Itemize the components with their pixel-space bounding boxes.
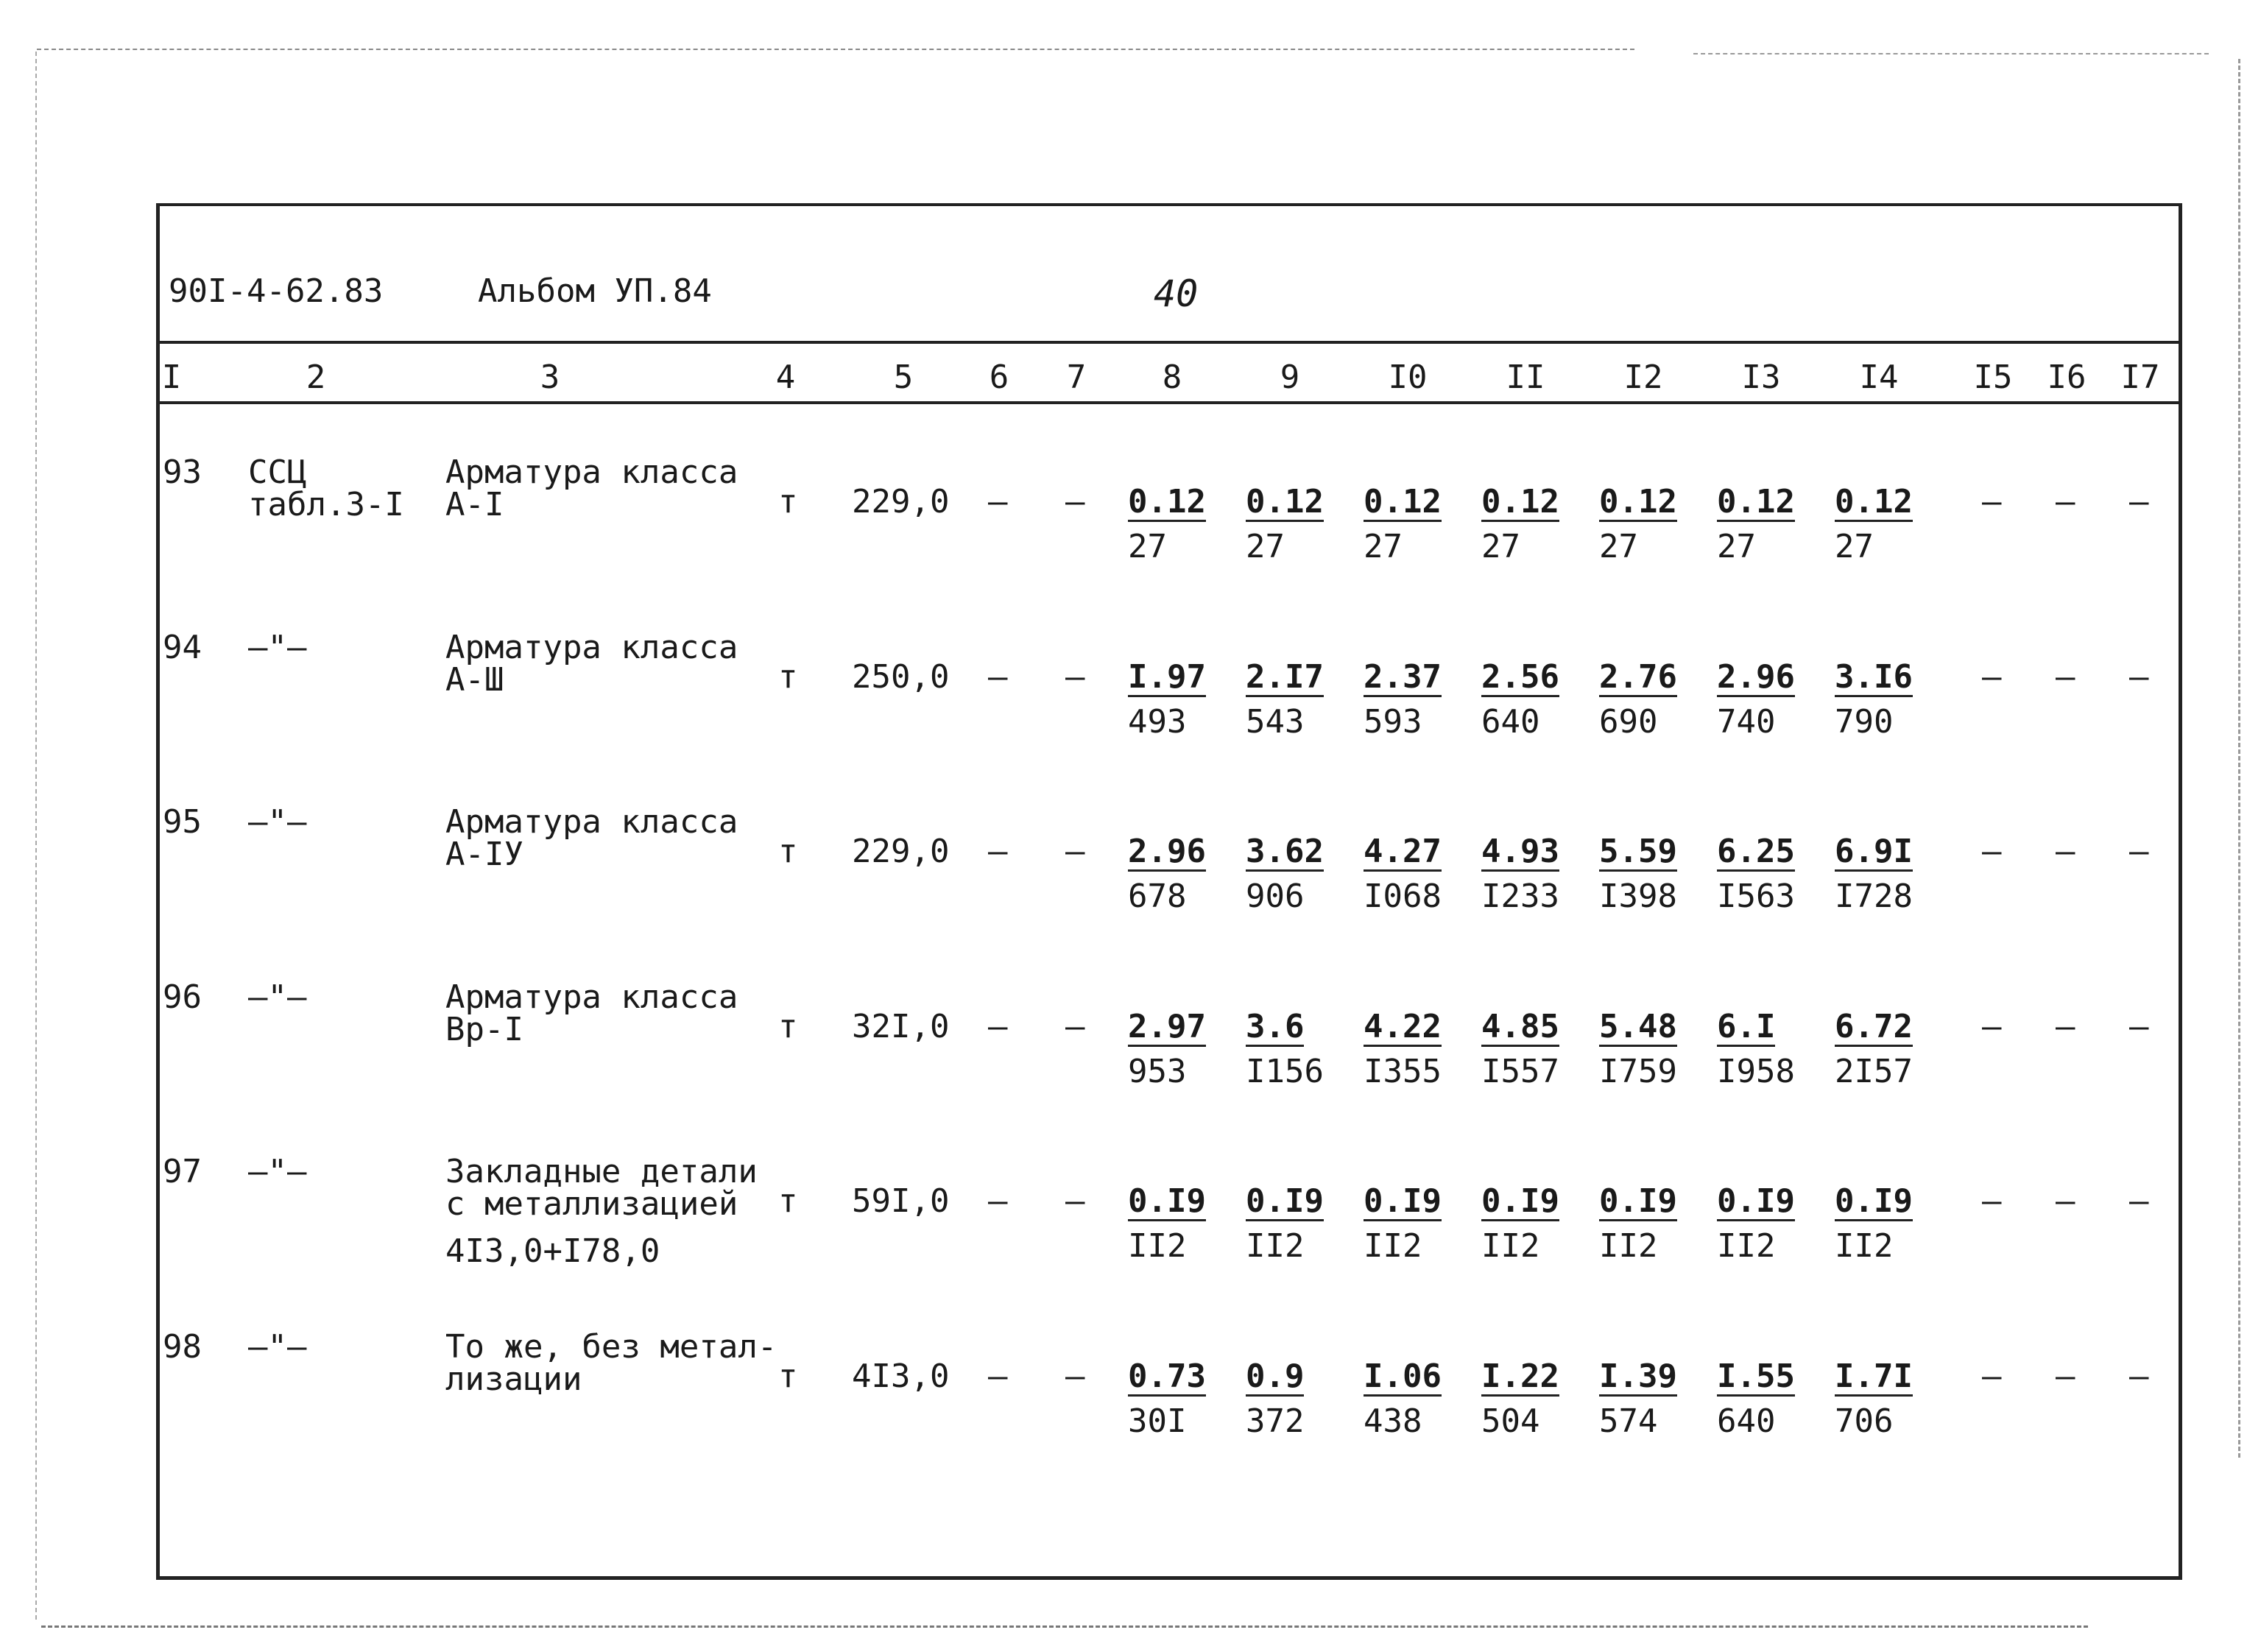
fraction-numerator: 4.93 [1481, 833, 1559, 870]
fraction-value [1246, 1008, 1324, 1090]
col-16-dash: – [2056, 1008, 2075, 1045]
col-6-dash: – [988, 1008, 1008, 1045]
fraction-value [1835, 658, 1913, 741]
price: 229,0 [852, 833, 950, 870]
col-17-dash: – [2129, 1182, 2149, 1220]
col-17-dash: – [2129, 658, 2149, 696]
fraction-value [1246, 1182, 1324, 1265]
fraction-denominator: II2 [1599, 1227, 1658, 1265]
col-15-dash: – [1982, 1358, 2002, 1395]
fraction-denominator: 640 [1481, 703, 1540, 741]
col-7-dash: – [1065, 1358, 1085, 1395]
fraction-value [1599, 1360, 1677, 1438]
fraction-value [1481, 833, 1559, 915]
fraction-denominator: I068 [1364, 878, 1442, 915]
col-16-dash: – [2056, 483, 2075, 520]
col-6-dash: – [988, 483, 1008, 520]
fraction-numerator: 6.72 [1835, 1008, 1913, 1045]
fraction-value [1364, 1008, 1442, 1090]
description: Арматура класса [445, 978, 738, 1016]
doc-number: 90I-4-62.83 [169, 272, 384, 310]
fraction-denominator: 640 [1717, 1402, 1776, 1440]
fraction-denominator: II2 [1364, 1227, 1422, 1265]
fraction-denominator: 690 [1599, 703, 1658, 741]
fraction-value [1128, 1182, 1206, 1265]
fraction-denominator: 574 [1599, 1402, 1658, 1440]
fraction-value [1835, 1008, 1913, 1090]
column-number-3: 3 [540, 359, 560, 396]
fraction-value [1364, 483, 1442, 565]
column-number-15: I5 [1973, 359, 2013, 396]
fraction-value [1717, 1182, 1795, 1265]
fraction-denominator: I355 [1364, 1053, 1442, 1090]
column-number-4: 4 [775, 359, 796, 396]
fraction-denominator: 27 [1128, 528, 1167, 565]
fraction-numerator: 4.85 [1481, 1008, 1559, 1045]
unit: т [778, 1358, 798, 1395]
fraction-value [1717, 658, 1795, 741]
album-title: Альбом УП.84 [478, 272, 712, 310]
fraction-numerator: 2.I7 [1246, 658, 1324, 696]
reference: –"– [248, 629, 307, 666]
fraction-value [1481, 1008, 1559, 1090]
column-number-17: I7 [2120, 359, 2160, 396]
reference: –"– [248, 1153, 307, 1190]
description: А-IУ [445, 836, 523, 873]
price: 250,0 [852, 658, 950, 696]
reference: ССЦ [248, 453, 307, 491]
col-15-dash: – [1982, 1008, 2002, 1045]
column-number-6: 6 [989, 359, 1009, 396]
fraction-denominator: 493 [1128, 703, 1187, 741]
reference: табл.3-I [248, 486, 404, 523]
column-number-5: 5 [893, 359, 914, 396]
fraction-numerator: 5.59 [1599, 833, 1677, 870]
column-number-14: I4 [1859, 359, 1899, 396]
fraction-numerator: 0.12 [1364, 483, 1442, 520]
fraction-denominator: II2 [1835, 1227, 1894, 1265]
fraction-denominator: 27 [1717, 528, 1756, 565]
col-15-dash: – [1982, 833, 2002, 870]
description: 4I3,0+I78,0 [445, 1232, 660, 1270]
column-number-2: 2 [306, 359, 326, 396]
fraction-value [1599, 833, 1677, 915]
fraction-denominator: 543 [1246, 703, 1305, 741]
fraction-denominator: 372 [1246, 1402, 1305, 1440]
fraction-denominator: 27 [1364, 528, 1403, 565]
fraction-denominator: I156 [1246, 1053, 1324, 1090]
fraction-denominator: 2I57 [1835, 1053, 1913, 1090]
fraction-denominator: 790 [1835, 703, 1894, 741]
fraction-value [1599, 1182, 1677, 1265]
fraction-value [1481, 1182, 1559, 1265]
description: Арматура класса [445, 803, 738, 841]
document-frame [156, 203, 2182, 1580]
fraction-numerator: 2.76 [1599, 658, 1677, 696]
fraction-value [1246, 658, 1324, 741]
column-number-16: I6 [2047, 359, 2087, 396]
price: 32I,0 [852, 1008, 950, 1045]
fraction-value [1364, 1182, 1442, 1265]
fraction-numerator: 0.I9 [1717, 1182, 1795, 1220]
description: Арматура класса [445, 453, 738, 491]
column-number-7: 7 [1066, 359, 1087, 396]
fraction-denominator: II2 [1246, 1227, 1305, 1265]
row-number: 97 [163, 1153, 202, 1190]
col-17-dash: – [2129, 1358, 2149, 1395]
fraction-numerator: 2.96 [1128, 833, 1206, 870]
fraction-denominator: I557 [1481, 1053, 1559, 1090]
fraction-numerator: 0.I9 [1599, 1182, 1677, 1220]
fraction-value [1246, 483, 1324, 565]
row-number: 93 [163, 453, 202, 491]
fraction-denominator: II2 [1481, 1227, 1540, 1265]
fraction-numerator: I.97 [1128, 658, 1206, 696]
fraction-denominator: I233 [1481, 878, 1559, 915]
unit: т [778, 1008, 798, 1045]
fraction-numerator: 0.I9 [1835, 1182, 1913, 1220]
description: лизации [445, 1360, 582, 1398]
col-7-dash: – [1065, 833, 1085, 870]
fraction-value [1835, 1360, 1913, 1438]
reference: –"– [248, 1328, 307, 1366]
page-number: 40 [1154, 272, 1199, 315]
col-17-dash: – [2129, 833, 2149, 870]
col-6-dash: – [988, 833, 1008, 870]
col-17-dash: – [2129, 1008, 2149, 1045]
fraction-numerator: 0.I9 [1481, 1182, 1559, 1220]
unit: т [778, 658, 798, 696]
fraction-numerator: 0.I9 [1364, 1182, 1442, 1220]
fraction-denominator: 706 [1835, 1402, 1894, 1440]
col-6-dash: – [988, 658, 1008, 696]
fraction-denominator: 27 [1835, 528, 1874, 565]
fraction-value [1717, 1360, 1795, 1438]
description: Вр-I [445, 1011, 523, 1048]
fraction-value [1481, 1360, 1559, 1438]
row-number: 94 [163, 629, 202, 666]
col-16-dash: – [2056, 658, 2075, 696]
fraction-numerator: 0.12 [1835, 483, 1913, 520]
fraction-numerator: 0.I9 [1246, 1182, 1324, 1220]
fraction-denominator: I759 [1599, 1053, 1677, 1090]
fraction-value [1128, 483, 1206, 565]
fraction-value [1128, 1008, 1206, 1090]
fraction-value [1835, 1182, 1913, 1265]
fraction-denominator: I398 [1599, 878, 1677, 915]
col-16-dash: – [2056, 1358, 2075, 1395]
fraction-value [1481, 658, 1559, 741]
fraction-denominator: 678 [1128, 878, 1187, 915]
scan-border-bottom [41, 1625, 2088, 1628]
fraction-value [1717, 833, 1795, 915]
fraction-numerator: 4.27 [1364, 833, 1442, 870]
fraction-numerator: 3.I6 [1835, 658, 1913, 696]
column-number-1: I [161, 359, 182, 396]
fraction-value [1599, 658, 1677, 741]
fraction-denominator: II2 [1128, 1227, 1187, 1265]
scan-border-right [2238, 59, 2240, 1458]
fraction-numerator: 2.96 [1717, 658, 1795, 696]
fraction-value [1717, 1008, 1795, 1090]
fraction-numerator: 2.97 [1128, 1008, 1206, 1045]
reference: –"– [248, 803, 307, 841]
fraction-numerator: 6.I [1717, 1008, 1776, 1045]
fraction-value [1481, 483, 1559, 565]
fraction-numerator: 0.12 [1246, 483, 1324, 520]
fraction-denominator: I728 [1835, 878, 1913, 915]
fraction-numerator: 0.12 [1599, 483, 1677, 520]
fraction-denominator: 740 [1717, 703, 1776, 741]
fraction-denominator: 953 [1128, 1053, 1187, 1090]
fraction-numerator: 0.12 [1481, 483, 1559, 520]
fraction-value [1599, 483, 1677, 565]
unit: т [778, 483, 798, 520]
fraction-value [1364, 658, 1442, 741]
fraction-value [1364, 1360, 1442, 1438]
fraction-value [1717, 483, 1795, 565]
column-number-10: I0 [1388, 359, 1428, 396]
fraction-numerator: I.39 [1599, 1358, 1677, 1395]
description: То же, без метал- [445, 1328, 777, 1366]
fraction-numerator: 0.73 [1128, 1358, 1206, 1395]
fraction-denominator: 438 [1364, 1402, 1422, 1440]
fraction-value [1128, 833, 1206, 915]
description: Арматура класса [445, 629, 738, 666]
description: А-I [445, 486, 504, 523]
col-6-dash: – [988, 1182, 1008, 1220]
column-number-13: I3 [1741, 359, 1781, 396]
price: 4I3,0 [852, 1358, 950, 1395]
column-number-8: 8 [1162, 359, 1182, 396]
fraction-denominator: II2 [1717, 1227, 1776, 1265]
col-15-dash: – [1982, 658, 2002, 696]
fraction-value [1246, 833, 1324, 915]
col-16-dash: – [2056, 1182, 2075, 1220]
col-15-dash: – [1982, 483, 2002, 520]
fraction-numerator: 3.6 [1246, 1008, 1305, 1045]
row-number: 98 [163, 1328, 202, 1366]
fraction-value [1599, 1008, 1677, 1090]
fraction-numerator: I.55 [1717, 1358, 1795, 1395]
fraction-numerator: 6.9I [1835, 833, 1913, 870]
column-number-9: 9 [1280, 359, 1300, 396]
scan-border-left [35, 52, 37, 1620]
fraction-value [1128, 1360, 1206, 1438]
col-7-dash: – [1065, 1182, 1085, 1220]
fraction-numerator: I.22 [1481, 1358, 1559, 1395]
fraction-numerator: 2.56 [1481, 658, 1559, 696]
fraction-denominator: 27 [1246, 528, 1285, 565]
fraction-denominator: 593 [1364, 703, 1422, 741]
col-17-dash: – [2129, 483, 2149, 520]
fraction-denominator: 30I [1128, 1402, 1187, 1440]
col-15-dash: – [1982, 1182, 2002, 1220]
fraction-numerator: I.06 [1364, 1358, 1442, 1395]
col-7-dash: – [1065, 483, 1085, 520]
column-number-12: I2 [1623, 359, 1663, 396]
fraction-numerator: 0.I9 [1128, 1182, 1206, 1220]
fraction-numerator: 2.37 [1364, 658, 1442, 696]
fraction-numerator: 6.25 [1717, 833, 1795, 870]
unit: т [778, 833, 798, 870]
fraction-denominator: 27 [1481, 528, 1520, 565]
description: с металлизацией [445, 1185, 738, 1223]
col-6-dash: – [988, 1358, 1008, 1395]
price: 59I,0 [852, 1182, 950, 1220]
fraction-numerator: I.7I [1835, 1358, 1913, 1395]
fraction-value [1835, 833, 1913, 915]
column-number-11: II [1506, 359, 1545, 396]
row-number: 96 [163, 978, 202, 1016]
fraction-denominator: I563 [1717, 878, 1795, 915]
fraction-value [1364, 833, 1442, 915]
fraction-value [1246, 1360, 1304, 1438]
fraction-numerator: 4.22 [1364, 1008, 1442, 1045]
fraction-numerator: 5.48 [1599, 1008, 1677, 1045]
col-16-dash: – [2056, 833, 2075, 870]
fraction-denominator: 27 [1599, 528, 1638, 565]
unit: т [778, 1182, 798, 1220]
fraction-value [1835, 483, 1913, 565]
header-rule [160, 341, 2179, 344]
reference: –"– [248, 978, 307, 1016]
scan-border-top [37, 49, 1634, 50]
fraction-numerator: 0.12 [1128, 483, 1206, 520]
description: Закладные детали [445, 1153, 758, 1190]
fraction-denominator: 504 [1481, 1402, 1540, 1440]
fraction-numerator: 3.62 [1246, 833, 1324, 870]
fraction-value [1128, 658, 1206, 741]
col-7-dash: – [1065, 658, 1085, 696]
column-header-rule [160, 401, 2179, 404]
col-7-dash: – [1065, 1008, 1085, 1045]
scan-border-top-right [1693, 53, 2209, 54]
fraction-numerator: 0.12 [1717, 483, 1795, 520]
price: 229,0 [852, 483, 950, 520]
fraction-denominator: I958 [1717, 1053, 1795, 1090]
row-number: 95 [163, 803, 202, 841]
fraction-numerator: 0.9 [1246, 1358, 1305, 1395]
fraction-denominator: 906 [1246, 878, 1305, 915]
description: А-Ш [445, 661, 504, 699]
